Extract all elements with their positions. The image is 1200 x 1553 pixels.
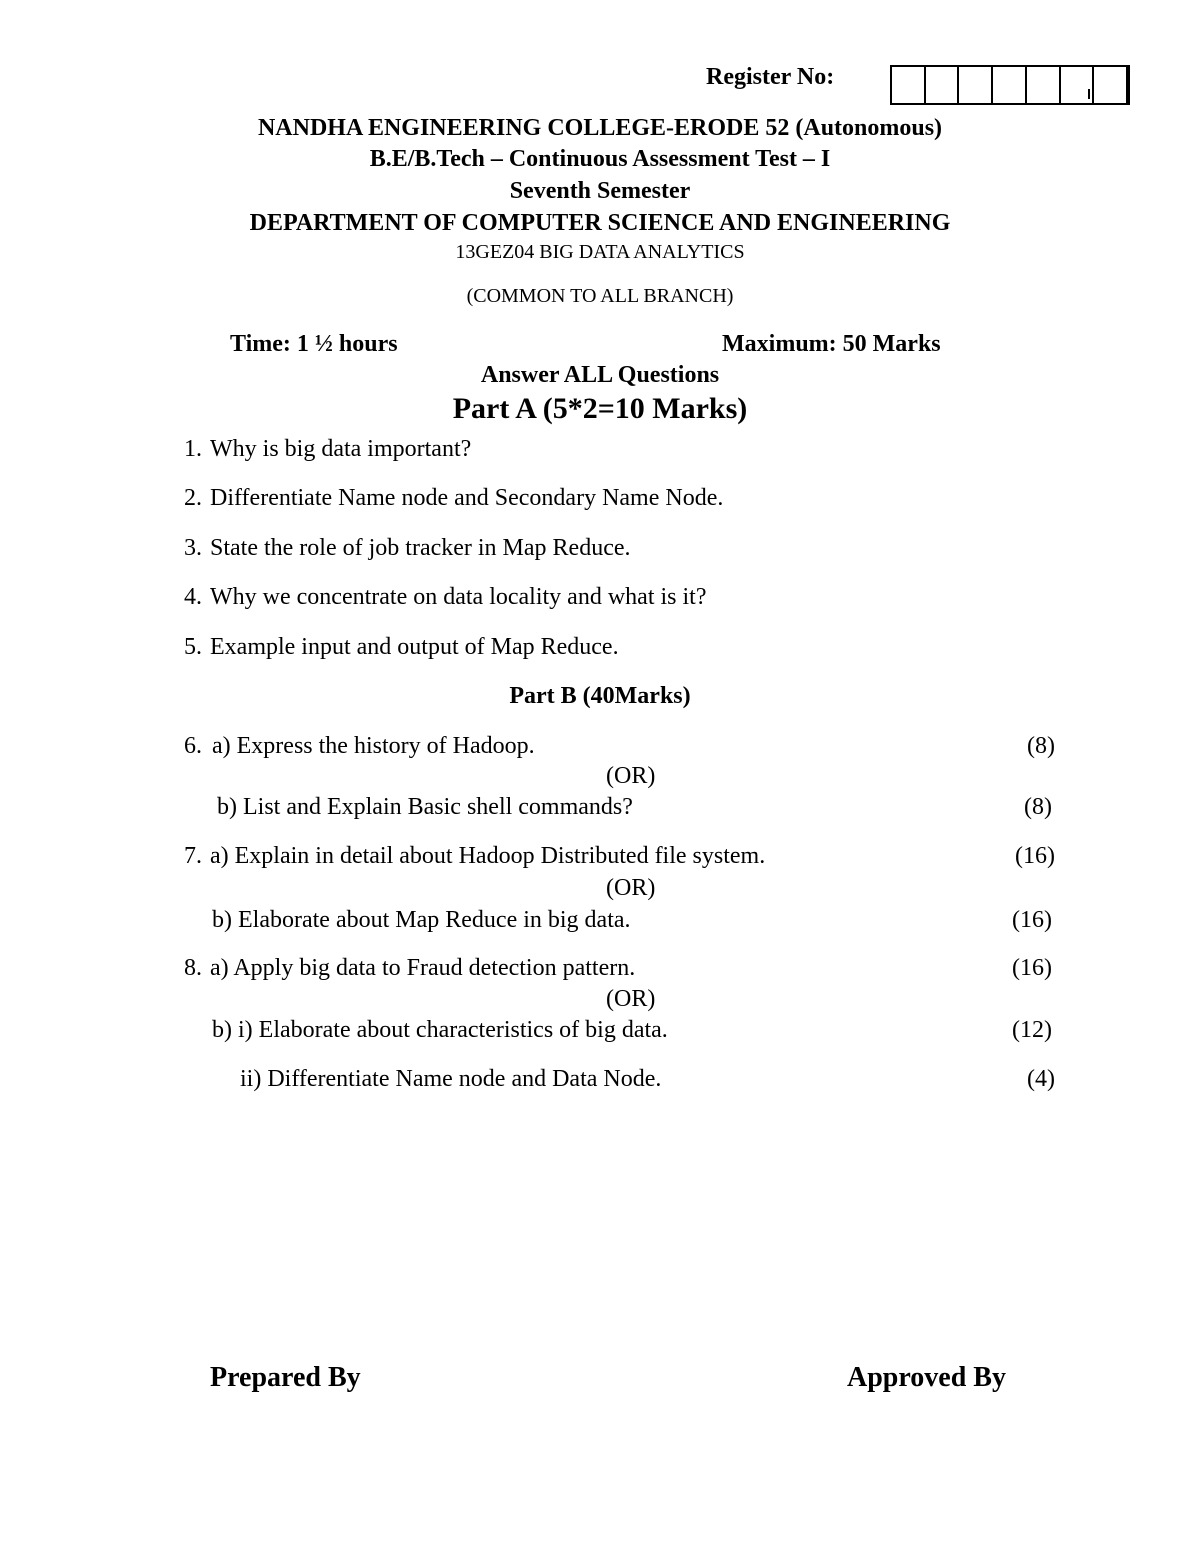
question-number: 6. <box>184 733 202 759</box>
or-separator: (OR) <box>606 763 656 789</box>
question-text: Example input and output of Map Reduce. <box>210 634 619 660</box>
part-b-title: Part B (40Marks) <box>509 683 691 709</box>
college-name: NANDHA ENGINEERING COLLEGE-ERODE 52 (Autonomous) <box>257 115 943 141</box>
question-number: 1. <box>184 436 202 462</box>
register-box[interactable] <box>892 67 926 103</box>
register-box[interactable] <box>1027 67 1061 103</box>
question-marks: (8) <box>1024 794 1052 820</box>
question-text: State the role of job tracker in Map Reduce. <box>210 535 631 561</box>
question-number: 8. <box>184 955 202 981</box>
question-row <box>170 634 619 661</box>
question-text: b) i) Elaborate about characteristics of big data. <box>212 1017 668 1043</box>
question-number: 2. <box>184 485 202 511</box>
question-text: ii) Differentiate Name node and Data Node. <box>240 1066 662 1092</box>
department: DEPARTMENT OF COMPUTER SCIENCE AND ENGINEERING <box>249 210 951 236</box>
register-box[interactable] <box>993 67 1027 103</box>
register-box[interactable] <box>1094 67 1128 103</box>
or-separator: (OR) <box>606 986 656 1012</box>
question-row <box>170 485 723 512</box>
register-label: Register No: <box>706 64 835 90</box>
or-separator: (OR) <box>606 875 656 901</box>
question-row <box>170 955 635 982</box>
register-tick-mark <box>1088 89 1090 99</box>
course-code: 13GEZ04 BIG DATA ANALYTICS <box>455 241 745 263</box>
register-number-boxes[interactable] <box>890 65 1130 105</box>
question-number: 5. <box>184 634 202 660</box>
question-text: Why we concentrate on data locality and what is it? <box>210 584 707 610</box>
question-text: b) Elaborate about Map Reduce in big data. <box>212 907 631 933</box>
question-text: Differentiate Name node and Secondary Name Node. <box>210 485 724 511</box>
question-row <box>170 436 471 463</box>
question-row <box>170 843 765 870</box>
question-marks: (16) <box>1012 907 1052 933</box>
question-number: 7. <box>184 843 202 869</box>
exam-title: B.E/B.Tech – Continuous Assessment Test – I <box>369 146 831 172</box>
question-marks: (4) <box>1027 1066 1055 1092</box>
register-box[interactable] <box>926 67 960 103</box>
question-row <box>170 535 631 562</box>
instruction: Answer ALL Questions <box>480 362 720 388</box>
question-row <box>170 733 535 760</box>
time-allowed: Time: 1 ½ hours <box>230 331 398 357</box>
prepared-by: Prepared By <box>210 1362 361 1393</box>
question-marks: (8) <box>1027 733 1055 759</box>
question-marks: (12) <box>1012 1017 1052 1043</box>
register-box[interactable] <box>959 67 993 103</box>
question-marks: (16) <box>1012 955 1052 981</box>
common-note: (COMMON TO ALL BRANCH) <box>466 285 734 307</box>
question-text: a) Explain in detail about Hadoop Distributed file system. <box>210 843 766 869</box>
question-marks: (16) <box>1015 843 1055 869</box>
question-row <box>212 1017 668 1044</box>
approved-by: Approved By <box>847 1362 1006 1393</box>
question-number: 3. <box>184 535 202 561</box>
maximum-marks: Maximum: 50 Marks <box>722 331 941 357</box>
part-a-title: Part A (5*2=10 Marks) <box>452 392 748 425</box>
question-row <box>217 794 633 821</box>
question-row <box>170 584 706 611</box>
question-text: b) List and Explain Basic shell commands? <box>217 794 633 820</box>
question-text: a) Express the history of Hadoop. <box>212 733 535 759</box>
question-row <box>240 1066 661 1093</box>
question-row <box>212 907 631 934</box>
question-text: Why is big data important? <box>210 436 472 462</box>
question-text: a) Apply big data to Fraud detection pattern. <box>210 955 636 981</box>
question-number: 4. <box>184 584 202 610</box>
semester: Seventh Semester <box>509 178 691 204</box>
